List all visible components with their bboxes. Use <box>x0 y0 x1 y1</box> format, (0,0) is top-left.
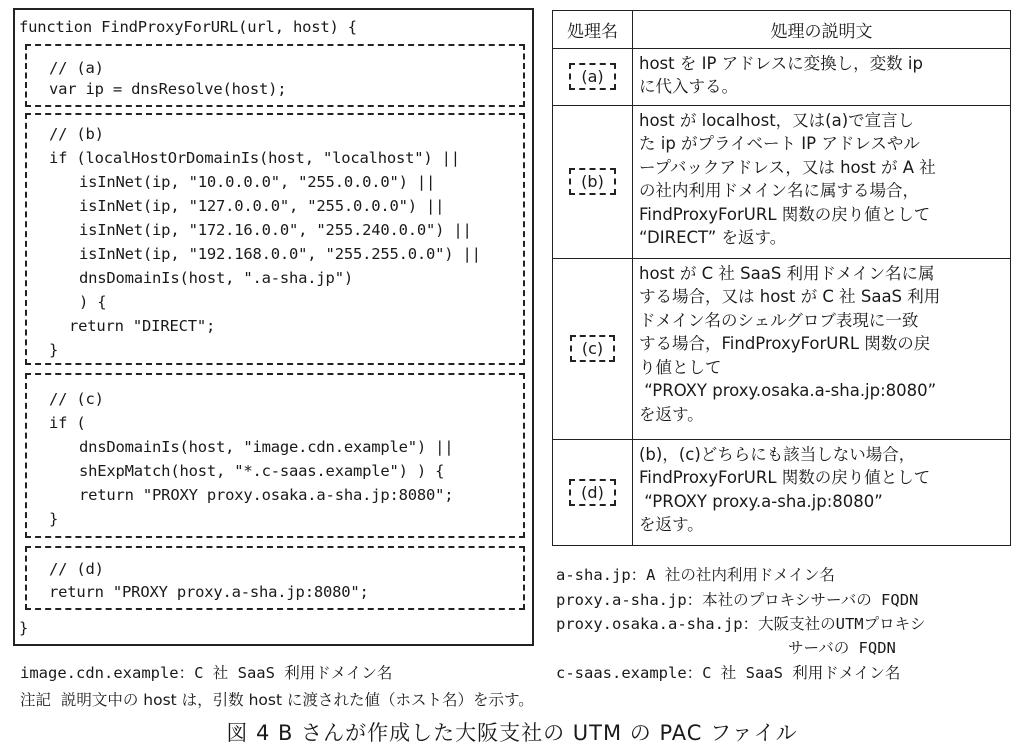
code-line-c4: return "PROXY proxy.osaka.a-sha.jp:8080"; <box>79 486 454 504</box>
code-function-line: function FindProxyForURL(url, host) { <box>19 18 357 36</box>
process-desc-d <box>633 439 1011 545</box>
note-proxy-osaka-cont: サーバの FQDN <box>788 639 896 657</box>
desc-line: ープバックアドレス，又は host が A 社 <box>639 157 936 177</box>
process-desc-a <box>633 48 1011 105</box>
desc-line: を返す。 <box>639 404 704 424</box>
note-proxy-a-sha: proxy.a-sha.jp：本社のプロキシサーバの FQDN <box>556 591 919 609</box>
code-line-b7: ) { <box>79 293 107 311</box>
process-label-d: (d) <box>569 479 616 506</box>
note-image-cdn: image.cdn.example：C 社 SaaS 利用ドメイン名 <box>20 664 393 682</box>
desc-line: する場合，又は host が C 社 SaaS 利用 <box>639 287 941 307</box>
table-row <box>553 258 1011 439</box>
code-line-b5: isInNet(ip, "192.168.0.0", "255.255.0.0") || <box>79 245 481 263</box>
header-process-name: 処理名 <box>553 11 633 49</box>
code-line-d: return "PROXY proxy.a-sha.jp:8080"; <box>49 583 369 601</box>
process-label-c: (c) <box>570 335 615 362</box>
process-label-a: (a) <box>569 63 615 90</box>
desc-line: “PROXY proxy.osaka.a-sha.jp:8080” <box>639 381 937 401</box>
desc-line: “PROXY proxy.a-sha.jp:8080” <box>639 491 883 511</box>
desc-line: り値として <box>639 357 722 377</box>
code-line-c1: if ( <box>49 414 86 432</box>
desc-line: host が C 社 SaaS 利用ドメイン名に属 <box>639 263 935 283</box>
code-close-brace: } <box>19 619 29 637</box>
desc-line: host が localhost，又は(a)で宣言し <box>639 110 915 130</box>
desc-line: FindProxyForURL 関数の戻り値として <box>639 204 931 224</box>
code-comment-b: // (b) <box>49 125 104 143</box>
table-row <box>553 105 1011 258</box>
desc-line: に代入する。 <box>639 77 738 97</box>
desc-line: host を IP アドレスに変換し，変数 ip <box>639 53 923 73</box>
code-line-c3: shExpMatch(host, "*.c-saas.example") ) { <box>79 462 445 480</box>
note-proxy-osaka: proxy.osaka.a-sha.jp：大阪支社のUTMプロキシ <box>556 615 926 633</box>
code-line-b8: return "DIRECT"; <box>69 317 216 335</box>
code-close-b: } <box>49 341 59 359</box>
process-table <box>552 10 1011 546</box>
code-comment-c: // (c) <box>49 390 104 408</box>
desc-line: “DIRECT” を返す。 <box>639 228 787 248</box>
process-label-b: (b) <box>569 168 616 195</box>
code-comment-d: // (d) <box>49 560 104 578</box>
header-process-desc: 処理の説明文 <box>633 11 1011 49</box>
note-annotation: 注記 説明文中の host は，引数 host に渡された値（ホスト名）を示す。 <box>20 691 534 709</box>
code-line-b1: if (localHostOrDomainIs(host, "localhost") || <box>49 149 460 167</box>
desc-line: の社内利用ドメイン名に属する場合， <box>639 181 920 201</box>
code-line-b2: isInNet(ip, "10.0.0.0", "255.0.0.0") || <box>79 173 436 191</box>
desc-line: する場合，FindProxyForURL 関数の戻 <box>639 334 931 354</box>
code-comment-a: // (a) <box>49 59 104 77</box>
figure-caption: 図 4 B さんが作成した大阪支社の UTM の PAC ファイル <box>226 721 798 745</box>
code-line-b6: dnsDomainIs(host, ".a-sha.jp") <box>79 269 353 287</box>
table-row <box>553 439 1011 545</box>
desc-line: FindProxyForURL 関数の戻り値として <box>639 468 931 488</box>
process-desc-c <box>633 258 1011 439</box>
desc-line: た ip がプライベート IP アドレスやル <box>639 134 920 154</box>
code-line-b4: isInNet(ip, "172.16.0.0", "255.240.0.0") || <box>79 221 472 239</box>
desc-line: を返す。 <box>639 515 704 535</box>
code-line-b3: isInNet(ip, "127.0.0.0", "255.0.0.0") || <box>79 197 445 215</box>
table-header-row <box>553 11 1011 49</box>
desc-line: ドメイン名のシェルグロブ表現に一致 <box>639 310 919 330</box>
desc-line: (b)，(c)どちらにも該当しない場合， <box>639 444 916 464</box>
note-c-saas: c-saas.example：C 社 SaaS 利用ドメイン名 <box>556 664 901 682</box>
code-line-a: var ip = dnsResolve(host); <box>49 80 287 98</box>
table-row <box>553 48 1011 105</box>
note-a-sha: a-sha.jp：A 社の社内利用ドメイン名 <box>556 566 835 584</box>
code-line-c2: dnsDomainIs(host, "image.cdn.example") || <box>79 438 454 456</box>
code-close-c: } <box>49 510 59 528</box>
process-desc-b <box>633 105 1011 258</box>
